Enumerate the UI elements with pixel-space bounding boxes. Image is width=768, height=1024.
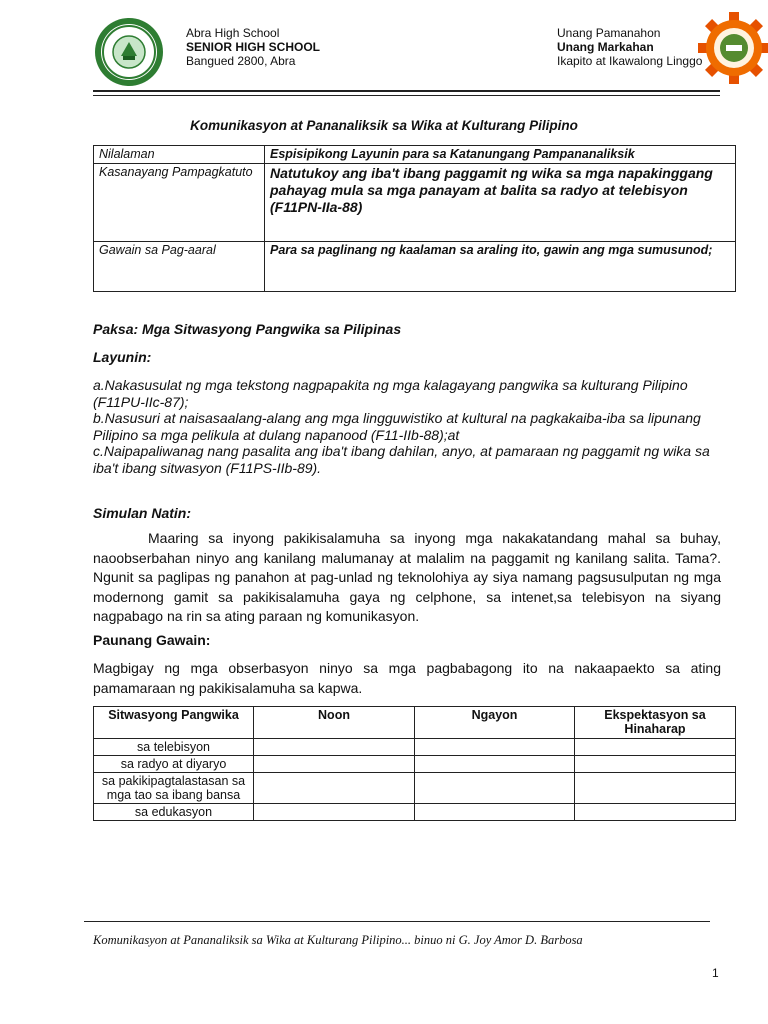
table-row (94, 146, 736, 164)
col-header-future: Ekspektasyon sa Hinaharap (575, 707, 736, 739)
school-seal-icon (93, 16, 165, 88)
answer-cell[interactable] (415, 804, 575, 821)
term-weeks: Ikapito at Ikawalong Linggo (557, 54, 703, 68)
school-info (186, 26, 320, 68)
situation-cell: sa radyo at diyaryo (94, 756, 254, 773)
start-paragraph: Maaring sa inyong pakikisalamuha sa inyong mga nakakatandang mahal sa buhay, naoobserbahan ninyo ang kanilang malumanay at malalim na paggamit ng kanilang salita. Tama?. Ngunit sa paglipas ng panahon at pag-unlad ng teknolohiya ay siya namang pagsusulputan ng mga modernong gamit sa pakikisalamuha gaya ng celphone, sa intenet,sa telebisyon na siyang nagpabago na rin sa ating paraan ng komunikasyon. (93, 530, 721, 624)
col-header-situation: Sitwasyong Pangwika (94, 707, 254, 739)
col-header-past: Noon (254, 707, 415, 739)
info-row-label: Gawain sa Pag-aaral (94, 242, 265, 292)
answer-cell[interactable] (415, 739, 575, 756)
answer-cell[interactable] (415, 756, 575, 773)
page-title: Komunikasyon at Pananaliksik sa Wika at Kulturang Pilipino (190, 118, 578, 133)
answer-cell[interactable] (575, 804, 736, 821)
situation-cell: sa edukasyon (94, 804, 254, 821)
objectives-list (93, 377, 729, 476)
table-header-row (94, 707, 736, 739)
situation-cell: sa telebisyon (94, 739, 254, 756)
answer-cell[interactable] (254, 739, 415, 756)
activity-heading: Paunang Gawain: (93, 632, 211, 648)
info-row-value: Para sa paglinang ng kaalaman sa araling ito, gawin ang mga sumusunod; (265, 242, 736, 292)
activity-table (93, 706, 736, 821)
info-row-label: Kasanayang Pampagkatuto (94, 164, 265, 242)
header-rule (93, 90, 720, 92)
activity-instructions: Magbigay ng mga obserbasyon ninyo sa mga pagbabagong ito na nakaapaekto sa ating pamamaraan ng pakikisalamuha sa kapwa. (93, 660, 721, 696)
info-table (93, 145, 736, 292)
objective-item: b.Nasusuri at naisasaalang-alang ang mga lingguwistiko at kultural na pagkakaiba-iba sa lipunang Pilipino sa mga pelikula at dulang napanood (F11-IIb-88);at (93, 410, 701, 443)
start-heading: Simulan Natin: (93, 505, 192, 521)
page-number: 1 (712, 966, 719, 980)
term-info (557, 26, 702, 68)
gear-seal-icon (698, 10, 768, 86)
table-row (94, 773, 736, 804)
term-quarter: Unang Markahan (557, 40, 654, 54)
answer-cell[interactable] (415, 773, 575, 804)
info-header-objective: Espisipikong Layunin para sa Katanungang Pampananaliksik (265, 146, 736, 164)
school-name: Abra High School (186, 26, 280, 40)
header-rule-thin (93, 95, 720, 96)
objectives-heading: Layunin: (93, 349, 152, 365)
answer-cell[interactable] (575, 739, 736, 756)
objective-item: c.Naipapaliwanag nang pasalita ang iba't ibang dahilan, anyo, at pamaraan ng paggamit ng wika sa iba't ibang sitwasyon (F11PS-IIb-89). (93, 443, 710, 476)
term-semester: Unang Pamanahon (557, 26, 661, 40)
table-row (94, 756, 736, 773)
answer-cell[interactable] (254, 756, 415, 773)
answer-cell[interactable] (254, 804, 415, 821)
footer-text: Komunikasyon at Pananaliksik sa Wika at Kulturang Pilipino... binuo ni G. Joy Amor D. Barbosa (93, 933, 583, 947)
school-division: SENIOR HIGH SCHOOL (186, 40, 321, 54)
school-address: Bangued 2800, Abra (186, 54, 296, 68)
table-row (94, 242, 736, 292)
answer-cell[interactable] (575, 756, 736, 773)
objective-item: a.Nakasusulat ng mga tekstong nagpapakita ng mga kalagayang pangwika sa kulturang Pilipino (F11PU-IIc-87); (93, 377, 688, 410)
table-row (94, 164, 736, 242)
col-header-present: Ngayon (415, 707, 575, 739)
info-row-value: Natutukoy ang iba't ibang paggamit ng wika sa mga napakinggang pahayag mula sa mga panayam at balita sa radyo at telebisyon (F11PN-IIa-88) (265, 164, 736, 242)
answer-cell[interactable] (575, 773, 736, 804)
info-header-content: Nilalaman (94, 146, 265, 164)
answer-cell[interactable] (254, 773, 415, 804)
table-row (94, 739, 736, 756)
table-row (94, 804, 736, 821)
topic-heading: Paksa: Mga Sitwasyong Pangwika sa Pilipinas (93, 321, 402, 337)
footer-rule (84, 921, 710, 922)
situation-cell: sa pakikipagtalastasan sa mga tao sa ibang bansa (94, 773, 254, 804)
